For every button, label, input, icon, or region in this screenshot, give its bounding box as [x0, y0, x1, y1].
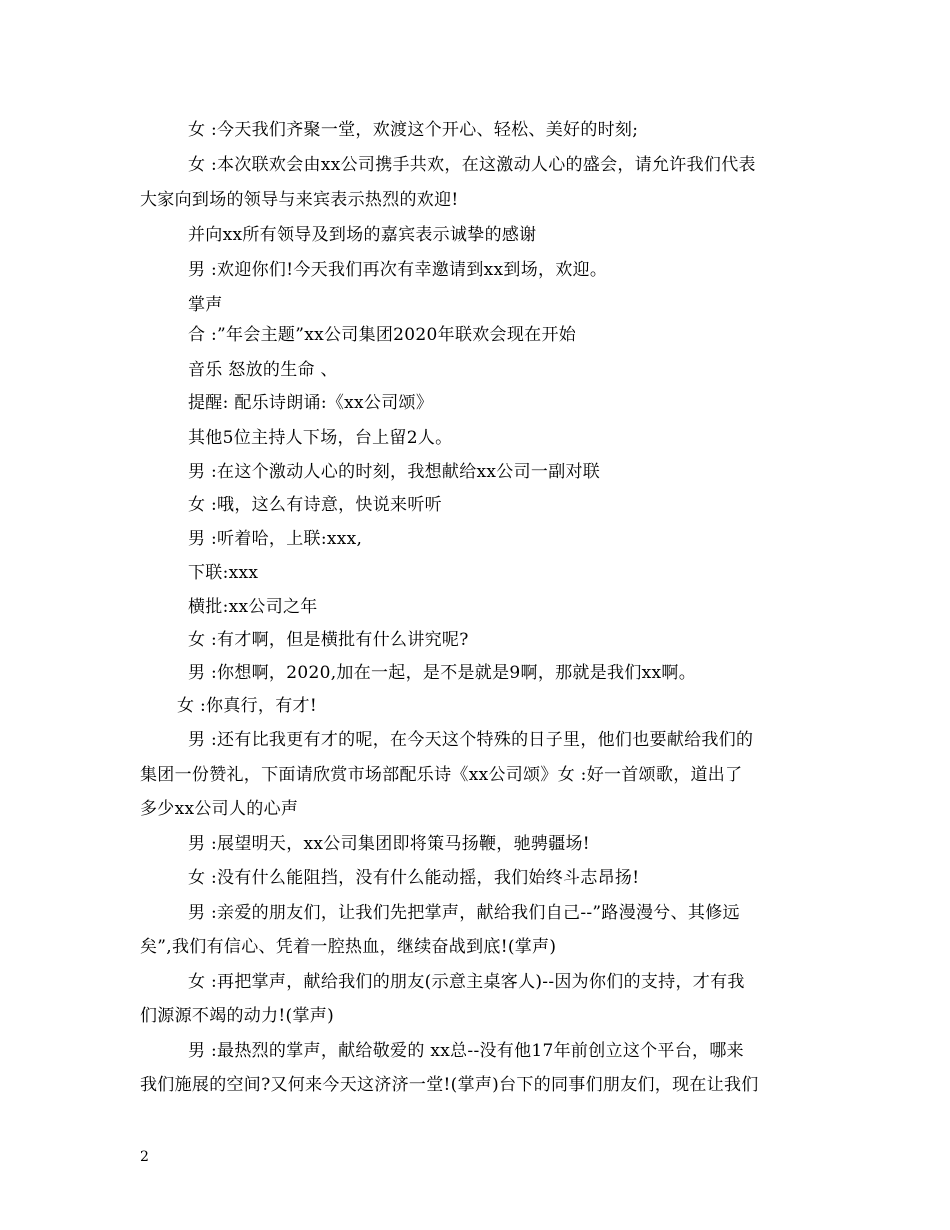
text-line: 女 :再把掌声，献给我们的朋友(示意主桌客人)--因为你们的支持，才有我 [188, 972, 745, 992]
text-line: 音乐 怒放的生命 、 [188, 360, 338, 380]
text-line: 男 :在这个激动人心的时刻，我想献给xx公司一副对联 [188, 462, 601, 482]
text-line: 女 :今天我们齐聚一堂，欢渡这个开心、轻松、美好的时刻; [188, 120, 639, 140]
text-line: 男 :你想啊，2020,加在一起，是不是就是9啊，那就是我们xx啊。 [188, 663, 696, 683]
page-number: 2 [140, 1149, 149, 1165]
text-line: 男 :还有比我更有才的呢，在今天这个特殊的日子里，他们也要献给我们的 [188, 730, 754, 750]
text-line: 我们施展的空间?又何来今天这济济一堂!(掌声)台下的同事们朋友们，现在让我们 [140, 1075, 759, 1095]
text-line: 女 :你真行，有才! [177, 696, 317, 716]
text-line: 合 :”年会主题”xx公司集团2020年联欢会现在开始 [188, 325, 577, 345]
text-line: 女 :本次联欢会由xx公司携手共欢，在这激动人心的盛会，请允许我们代表 [188, 155, 756, 175]
text-line: 集团一份赞礼，下面请欣赏市场部配乐诗《xx公司颂》女 :好一首颂歌，道出了 [140, 765, 743, 785]
text-line: 横批:xx公司之年 [188, 597, 318, 617]
text-line: 掌声 [188, 295, 223, 315]
text-line: 们源源不竭的动力!(掌声) [140, 1006, 334, 1026]
text-line: 其他5位主持人下场，台上留2人。 [188, 428, 453, 448]
text-line: 男 :最热烈的掌声，献给敬爱的 xx总--没有他17年前创立这个平台，哪来 [188, 1041, 744, 1061]
text-line: 矣”,我们有信心、凭着一腔热血，继续奋战到底!(掌声) [140, 937, 557, 957]
text-line: 多少xx公司人的心声 [140, 799, 299, 819]
text-line: 男 :欢迎你们!今天我们再次有幸邀请到xx到场，欢迎。 [188, 260, 608, 280]
text-line: 并向xx所有领导及到场的嘉宾表示诚挚的感谢 [188, 225, 537, 245]
text-line: 大家向到场的领导与来宾表示热烈的欢迎! [140, 190, 459, 210]
text-line: 提醒: 配乐诗朗诵:《xx公司颂》 [188, 393, 434, 413]
text-line: 男 :亲爱的朋友们，让我们先把掌声，献给我们自己--”路漫漫兮、其修远 [188, 903, 740, 923]
text-line: 男 :听着哈，上联:xxx, [188, 529, 363, 549]
text-line: 女 :没有什么能阻挡，没有什么能动摇，我们始终斗志昂扬! [188, 868, 640, 888]
text-line: 女 :有才啊，但是横批有什么讲究呢? [188, 630, 469, 650]
text-line: 男 :展望明天，xx公司集团即将策马扬鞭，驰骋疆场! [188, 834, 590, 854]
text-line: 女 :哦，这么有诗意，快说来听听 [188, 495, 442, 515]
text-line: 下联:xxx [188, 563, 259, 583]
